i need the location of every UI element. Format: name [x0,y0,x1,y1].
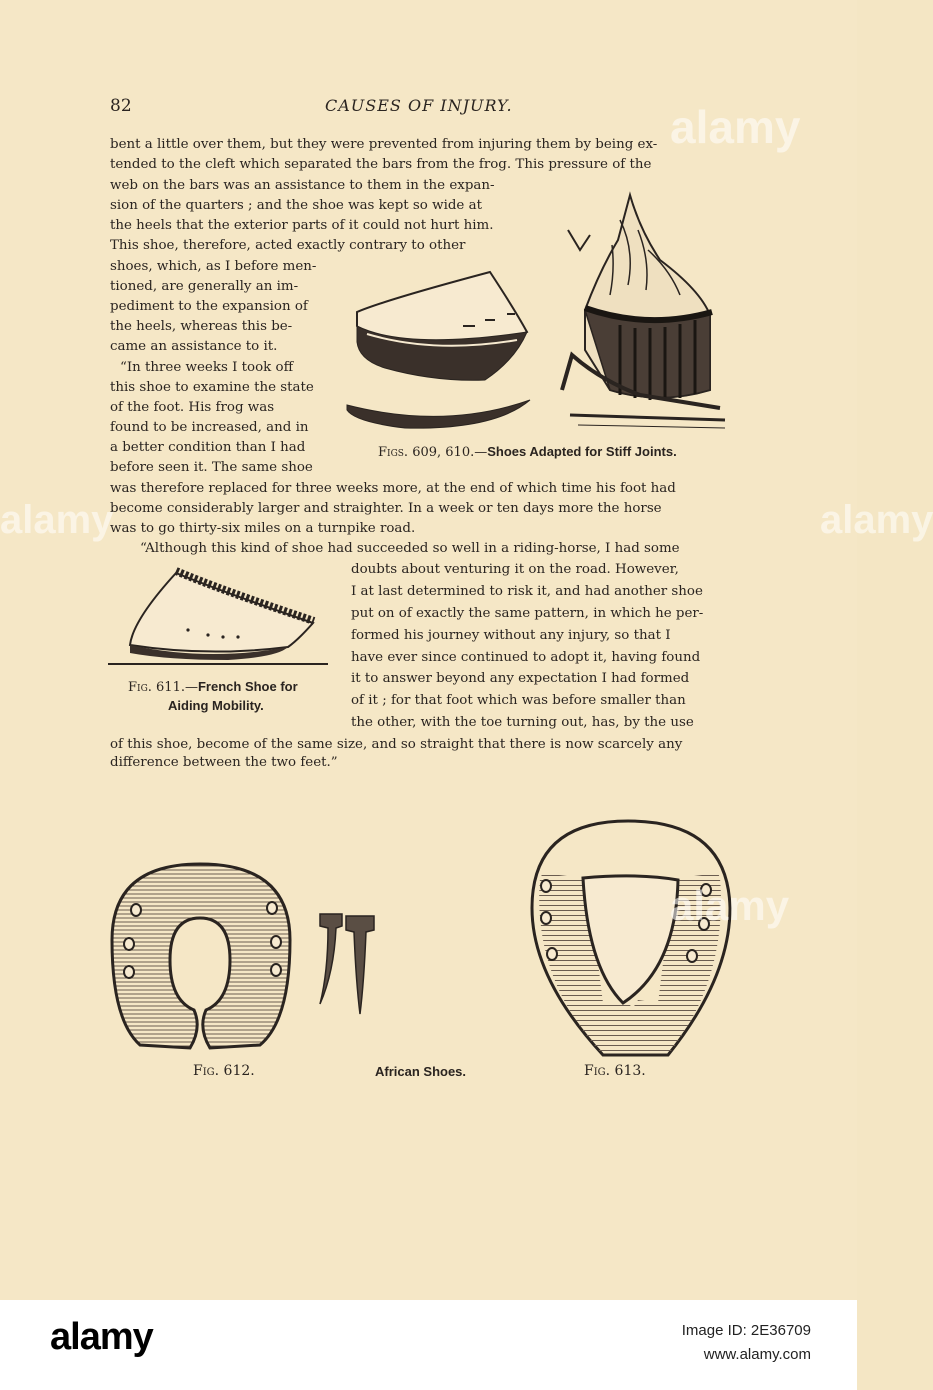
alamy-logo: alamy [50,1316,153,1358]
watermark: alamy [670,101,801,153]
body-line: sion of the quarters ; and the shoe was kept so wide at [110,198,482,213]
body-line: of it ; for that foot which was before smaller than [351,693,686,708]
body-line: bent a little over them, but they were prevented from injuring them by being ex- [110,137,658,152]
body-line: was therefore replaced for three weeks more, at the end of which time his foot had [110,481,676,496]
horseshoe-nails-illustration [318,912,378,1017]
body-line: have ever since continued to adopt it, having found [351,650,701,665]
fig-609-caption: Figs. 609, 610.—Shoes Adapted for Stiff Joints. [378,444,677,460]
fig-610-hoof-illustration [560,190,730,435]
body-line: it to answer beyond any expectation I had formed [351,671,690,686]
fig-613-african-shoe-illustration [528,818,733,1058]
watermark: alamy [820,498,933,542]
body-line: before seen it. The same shoe [110,460,313,475]
fig-611-caption-line-2: Aiding Mobility. [168,698,264,713]
body-line: “Although this kind of shoe had succeeded so well in a riding-horse, I had some [140,541,680,556]
body-line: of this shoe, become of the same size, and so straight that there is now scarcely any [110,737,683,752]
page-number: 82 [110,96,132,116]
fig-609-shoe-illustration [345,270,535,435]
body-line: I at last determined to risk it, and had another shoe [351,584,703,599]
body-line: of the foot. His frog was [110,400,275,415]
running-title: CAUSES OF INJURY. [325,96,513,115]
body-line: the heels, whereas this be- [110,319,293,334]
image-id-label: Image ID: 2E36709 [681,1322,811,1339]
body-line: web on the bars was an assistance to them in the expan- [110,178,495,193]
fig-611-caption-line-1: Fig. 611.—French Shoe for [128,679,298,695]
body-line: pediment to the expansion of [110,299,308,314]
body-line: doubts about venturing it on the road. However, [351,562,679,577]
body-line: came an assistance to it. [110,339,278,354]
watermark: alamy [670,882,790,929]
body-line: a better condition than I had [110,440,306,455]
body-line: This shoe, therefore, acted exactly contrary to other [110,238,466,253]
body-line: put on of exactly the same pattern, in which he per- [351,606,704,621]
body-line: difference between the two feet.” [110,755,338,770]
body-line: found to be increased, and in [110,420,309,435]
body-line: was to go thirty-six miles on a turnpike road. [110,521,416,536]
watermark: alamy [0,498,114,542]
body-line: tioned, are generally an im- [110,279,299,294]
body-line: the other, with the toe turning out, has, by the use [351,715,694,730]
site-url: www.alamy.com [703,1346,811,1363]
body-line: formed his journey without any injury, so that I [351,628,671,643]
body-line: this shoe to examine the state [110,380,314,395]
body-line: “In three weeks I took off [120,360,294,375]
body-line: the heels that the exterior parts of it could not hurt him. [110,218,494,233]
fig-613-caption: Fig. 613. [584,1063,646,1079]
body-line: shoes, which, as I before men- [110,259,317,274]
african-shoes-caption: African Shoes. [375,1064,467,1079]
body-line: tended to the cleft which separated the bars from the frog. This pressure of the [110,157,652,172]
fig-611-french-shoe-illustration [108,565,330,670]
fig-612-caption: Fig. 612. [193,1063,255,1079]
body-line: become considerably larger and straighter. In a week or ten days more the horse [110,501,662,516]
fig-612-african-horseshoe-illustration [110,860,295,1055]
